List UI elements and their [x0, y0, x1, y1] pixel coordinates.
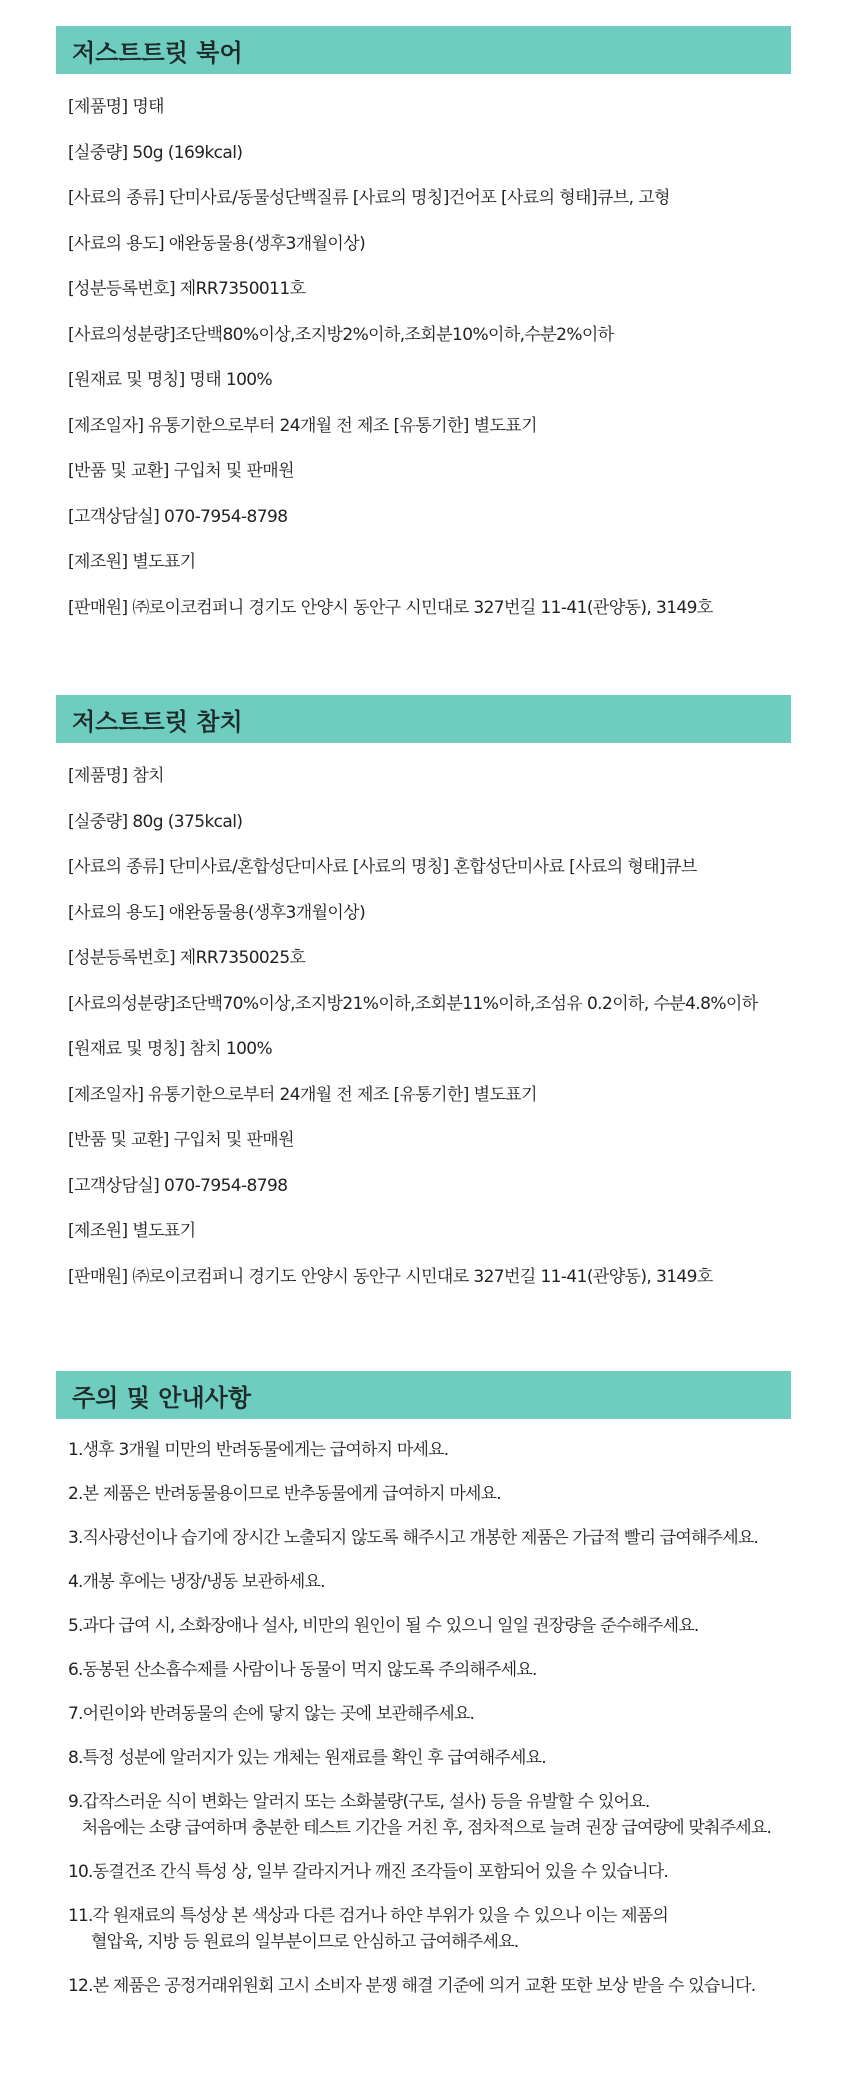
product-info-bugeo — [56, 26, 791, 631]
info-list — [56, 754, 791, 1300]
caution-notice — [56, 1371, 791, 2017]
notice-item: 9.갑작스러운 식이 변화는 알러지 또는 소화불량(구토, 설사) 등을 유발할 수 있어요. 처음에는 소량 급여하며 충분한 테스트 기간을 거친 후, 점차적으로 늘려 권장 급여량에 맞춰주세요. — [68, 1792, 772, 1838]
notice-item: 4.개봉 후에는 냉장/냉동 보관하세요. — [68, 1572, 325, 1592]
notice-item: 8.특정 성분에 알러지가 있는 개체는 원재료를 확인 후 급여해주세요. — [68, 1748, 546, 1768]
notice-item: 7.어린이와 반려동물의 손에 닿지 않는 곳에 보관해주세요. — [68, 1704, 475, 1724]
info-line: [제품명] 명태 — [68, 97, 164, 117]
section-title: 저스트트릿 북어 — [56, 26, 791, 74]
info-line: [사료의 종류] 단미사료/동물성단백질류 [사료의 명칭]건어포 [사료의 형태]큐브, 고형 — [68, 188, 670, 208]
notice-item: 1.생후 3개월 미만의 반려동물에게는 급여하지 마세요. — [68, 1440, 449, 1460]
section-title: 주의 및 안내사항 — [56, 1371, 791, 1419]
info-line: [실중량] 80g (375kcal) — [68, 811, 243, 832]
section-title: 저스트트릿 참치 — [56, 695, 791, 743]
info-line: [고객상담실] 070-7954-8798 — [68, 1175, 288, 1196]
info-line: [제조일자] 유통기한으로부터 24개월 전 제조 [유통기한] 별도표기 — [68, 1084, 537, 1105]
info-line: [성분등록번호] 제RR7350025호 — [68, 948, 306, 968]
info-line: [사료의성분량]조단백70%이상,조지방21%이하,조회분11%이하,조섬유 0.2이하, 수분4.8%이하 — [68, 993, 758, 1014]
info-line: [제조일자] 유통기한으로부터 24개월 전 제조 [유통기한] 별도표기 — [68, 415, 537, 436]
info-line: [제조원] 별도표기 — [68, 552, 196, 572]
info-line: [반품 및 교환] 구입처 및 판매원 — [68, 1130, 294, 1150]
info-line: [원재료 및 명칭] 참치 100% — [68, 1039, 273, 1059]
notice-item: 10.동결건조 간식 특성 상, 일부 갈라지거나 깨진 조각들이 포함되어 있을 수 있습니다. — [68, 1862, 669, 1882]
info-line: [사료의 용도] 애완동물용(생후3개월이상) — [68, 902, 366, 923]
notice-item: 5.과다 급여 시, 소화장애나 설사, 비만의 원인이 될 수 있으니 일일 권장량을 준수해주세요. — [68, 1616, 699, 1636]
product-info-chamchi — [56, 695, 791, 1300]
notice-item: 12.본 제품은 공정거래위원회 고시 소비자 분쟁 해결 기준에 의거 교환 또한 보상 받을 수 있습니다. — [68, 1976, 756, 1996]
info-line: [실중량] 50g (169kcal) — [68, 142, 243, 163]
info-line: [원재료 및 명칭] 명태 100% — [68, 370, 273, 390]
info-line: [사료의성분량]조단백80%이상,조지방2%이하,조회분10%이하,수분2%이하 — [68, 324, 614, 345]
notice-item: 3.직사광선이나 습기에 장시간 노출되지 않도록 해주시고 개봉한 제품은 가급적 빨리 급여해주세요. — [68, 1528, 759, 1548]
info-line: [제조원] 별도표기 — [68, 1221, 196, 1241]
info-line: [사료의 종류] 단미사료/혼합성단미사료 [사료의 명칭] 혼합성단미사료 [사료의 형태]큐브 — [68, 857, 697, 877]
info-list — [56, 85, 791, 631]
info-line: [판매원] ㈜로이코컴퍼니 경기도 안양시 동안구 시민대로 327번길 11-41(관양동), 3149호 — [68, 1266, 713, 1287]
info-line: [제품명] 참치 — [68, 766, 164, 786]
info-line: [판매원] ㈜로이코컴퍼니 경기도 안양시 동안구 시민대로 327번길 11-41(관양동), 3149호 — [68, 597, 713, 618]
info-line: [사료의 용도] 애완동물용(생후3개월이상) — [68, 233, 366, 254]
notice-item: 2.본 제품은 반려동물용이므로 반추동물에게 급여하지 마세요. — [68, 1484, 501, 1504]
notice-item: 11.각 원재료의 특성상 본 색상과 다른 검거나 하얀 부위가 있을 수 있으나 이는 제품의 혈압육, 지방 등 원료의 일부분이므로 안심하고 급여해주세요. — [68, 1906, 669, 1952]
notice-item: 6.동봉된 산소흡수제를 사람이나 동물이 먹지 않도록 주의해주세요. — [68, 1660, 537, 1680]
info-line: [성분등록번호] 제RR7350011호 — [68, 279, 306, 299]
info-line: [반품 및 교환] 구입처 및 판매원 — [68, 461, 294, 481]
info-line: [고객상담실] 070-7954-8798 — [68, 506, 288, 527]
notice-list — [56, 1437, 791, 1999]
